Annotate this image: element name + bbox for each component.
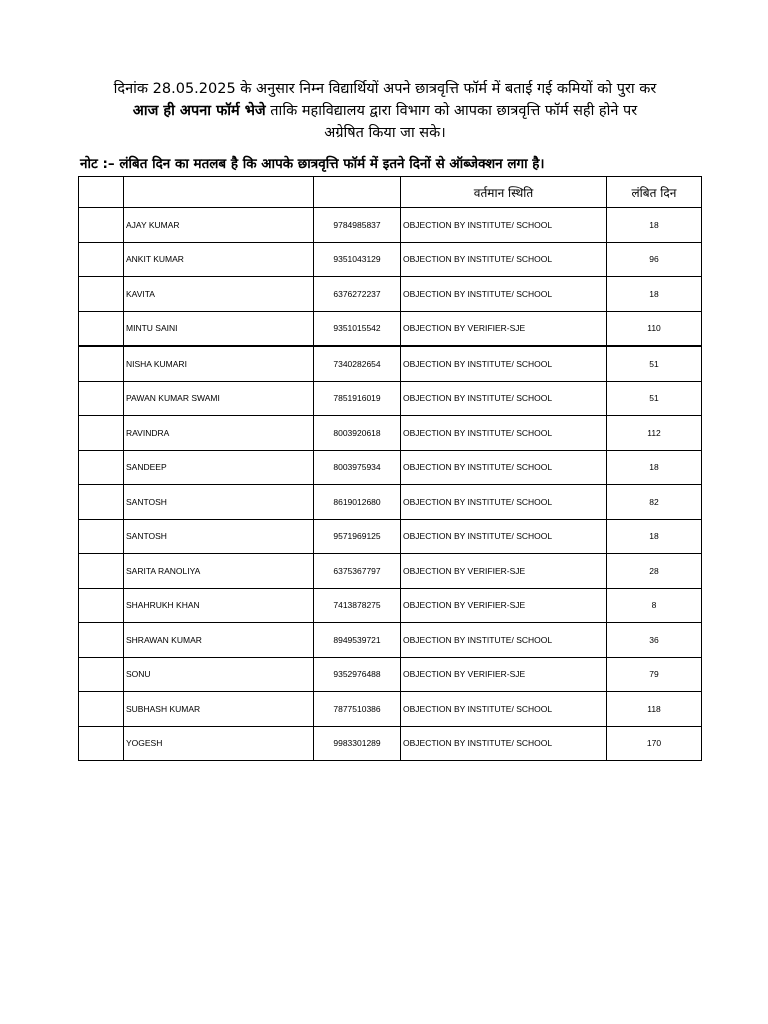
cell-status: OBJECTION BY INSTITUTE/ SCHOOL	[401, 381, 607, 416]
cell-serial	[79, 416, 124, 451]
cell-name: SONU	[124, 657, 314, 692]
cell-pending-days: 82	[607, 485, 702, 520]
cell-serial	[79, 242, 124, 277]
table-row	[79, 242, 702, 277]
cell-status: OBJECTION BY INSTITUTE/ SCHOOL	[401, 208, 607, 243]
table-row	[79, 657, 702, 692]
cell-name: SANTOSH	[124, 519, 314, 554]
cell-pending-days: 18	[607, 208, 702, 243]
cell-serial	[79, 208, 124, 243]
notice-paragraph	[80, 78, 690, 144]
table-row	[79, 416, 702, 451]
cell-phone: 9351043129	[314, 242, 401, 277]
cell-name: SARITA RANOLIYA	[124, 554, 314, 589]
cell-name: RAVINDRA	[124, 416, 314, 451]
cell-serial	[79, 519, 124, 554]
cell-name: MINTU SAINI	[124, 311, 314, 346]
cell-status: OBJECTION BY VERIFIER-SJE	[401, 554, 607, 589]
cell-status: OBJECTION BY VERIFIER-SJE	[401, 311, 607, 346]
cell-serial	[79, 381, 124, 416]
cell-phone: 7340282654	[314, 346, 401, 381]
cell-phone: 8003920618	[314, 416, 401, 451]
cell-phone: 8003975934	[314, 450, 401, 485]
table-header-row	[79, 177, 702, 208]
table-body	[79, 208, 702, 761]
student-table	[78, 176, 702, 761]
cell-pending-days: 8	[607, 588, 702, 623]
cell-pending-days: 110	[607, 311, 702, 346]
cell-phone: 9352976488	[314, 657, 401, 692]
cell-name: SHRAWAN KUMAR	[124, 623, 314, 658]
cell-name: PAWAN KUMAR SWAMI	[124, 381, 314, 416]
cell-status: OBJECTION BY INSTITUTE/ SCHOOL	[401, 242, 607, 277]
cell-phone: 7877510386	[314, 692, 401, 727]
cell-pending-days: 18	[607, 277, 702, 312]
cell-phone: 7851916019	[314, 381, 401, 416]
table-row	[79, 554, 702, 589]
cell-status: OBJECTION BY VERIFIER-SJE	[401, 588, 607, 623]
table-row	[79, 381, 702, 416]
table-row	[79, 311, 702, 346]
cell-status: OBJECTION BY INSTITUTE/ SCHOOL	[401, 485, 607, 520]
header-status: वर्तमान स्थिति	[401, 177, 607, 208]
cell-pending-days: 112	[607, 416, 702, 451]
notice-line-2-rest: ताकि महाविद्यालय द्वारा विभाग को आपका छात्रवृत्ति फॉर्म सही होने पर	[265, 103, 638, 119]
header-serial	[79, 177, 124, 208]
header-phone	[314, 177, 401, 208]
cell-pending-days: 36	[607, 623, 702, 658]
cell-pending-days: 51	[607, 346, 702, 381]
cell-status: OBJECTION BY INSTITUTE/ SCHOOL	[401, 692, 607, 727]
table-row	[79, 519, 702, 554]
cell-phone: 8949539721	[314, 623, 401, 658]
cell-serial	[79, 311, 124, 346]
cell-serial	[79, 277, 124, 312]
cell-serial	[79, 588, 124, 623]
cell-serial	[79, 450, 124, 485]
notice-line-1: दिनांक 28.05.2025 के अनुसार निम्न विद्यार्थियों अपने छात्रवृत्ति फॉर्म में बताई गई कमियों को पुरा कर	[113, 81, 657, 97]
cell-pending-days: 18	[607, 519, 702, 554]
cell-status: OBJECTION BY VERIFIER-SJE	[401, 657, 607, 692]
cell-serial	[79, 726, 124, 761]
cell-status: OBJECTION BY INSTITUTE/ SCHOOL	[401, 519, 607, 554]
cell-status: OBJECTION BY INSTITUTE/ SCHOOL	[401, 416, 607, 451]
cell-phone: 9983301289	[314, 726, 401, 761]
table-row	[79, 277, 702, 312]
cell-pending-days: 79	[607, 657, 702, 692]
cell-phone: 7413878275	[314, 588, 401, 623]
cell-name: NISHA KUMARI	[124, 346, 314, 381]
cell-serial	[79, 554, 124, 589]
table-row	[79, 692, 702, 727]
table-row	[79, 450, 702, 485]
cell-status: OBJECTION BY INSTITUTE/ SCHOOL	[401, 450, 607, 485]
cell-status: OBJECTION BY INSTITUTE/ SCHOOL	[401, 623, 607, 658]
cell-name: YOGESH	[124, 726, 314, 761]
cell-status: OBJECTION BY INSTITUTE/ SCHOOL	[401, 346, 607, 381]
table-row	[79, 208, 702, 243]
cell-name: KAVITA	[124, 277, 314, 312]
header-pending-days: लंबित दिन	[607, 177, 702, 208]
cell-phone: 8619012680	[314, 485, 401, 520]
cell-name: SHAHRUKH KHAN	[124, 588, 314, 623]
cell-name: AJAY KUMAR	[124, 208, 314, 243]
cell-phone: 9784985837	[314, 208, 401, 243]
cell-serial	[79, 692, 124, 727]
notice-line-3: अग्रेषित किया जा सके।	[324, 125, 446, 141]
note-text: नोट :– लंबित दिन का मतलब है कि आपके छात्रवृत्ति फॉर्म में इतने दिनों से ऑब्जेक्शन लगा है।	[80, 156, 545, 172]
cell-pending-days: 170	[607, 726, 702, 761]
cell-pending-days: 18	[607, 450, 702, 485]
cell-pending-days: 51	[607, 381, 702, 416]
cell-status: OBJECTION BY INSTITUTE/ SCHOOL	[401, 726, 607, 761]
table-row	[79, 588, 702, 623]
cell-phone: 9571969125	[314, 519, 401, 554]
cell-phone: 6376272237	[314, 277, 401, 312]
cell-name: SANDEEP	[124, 450, 314, 485]
cell-pending-days: 96	[607, 242, 702, 277]
notice-line-2-bold: आज ही अपना फॉर्म भेजे	[132, 103, 266, 119]
cell-name: SUBHASH KUMAR	[124, 692, 314, 727]
table-row	[79, 346, 702, 381]
table-row	[79, 485, 702, 520]
cell-pending-days: 118	[607, 692, 702, 727]
cell-serial	[79, 346, 124, 381]
cell-phone: 9351015542	[314, 311, 401, 346]
cell-serial	[79, 657, 124, 692]
cell-pending-days: 28	[607, 554, 702, 589]
cell-serial	[79, 485, 124, 520]
notice-line-2	[80, 100, 690, 122]
cell-serial	[79, 623, 124, 658]
table-row	[79, 726, 702, 761]
cell-name: ANKIT KUMAR	[124, 242, 314, 277]
cell-status: OBJECTION BY INSTITUTE/ SCHOOL	[401, 277, 607, 312]
cell-name: SANTOSH	[124, 485, 314, 520]
cell-phone: 6375367797	[314, 554, 401, 589]
table-row	[79, 623, 702, 658]
header-name	[124, 177, 314, 208]
